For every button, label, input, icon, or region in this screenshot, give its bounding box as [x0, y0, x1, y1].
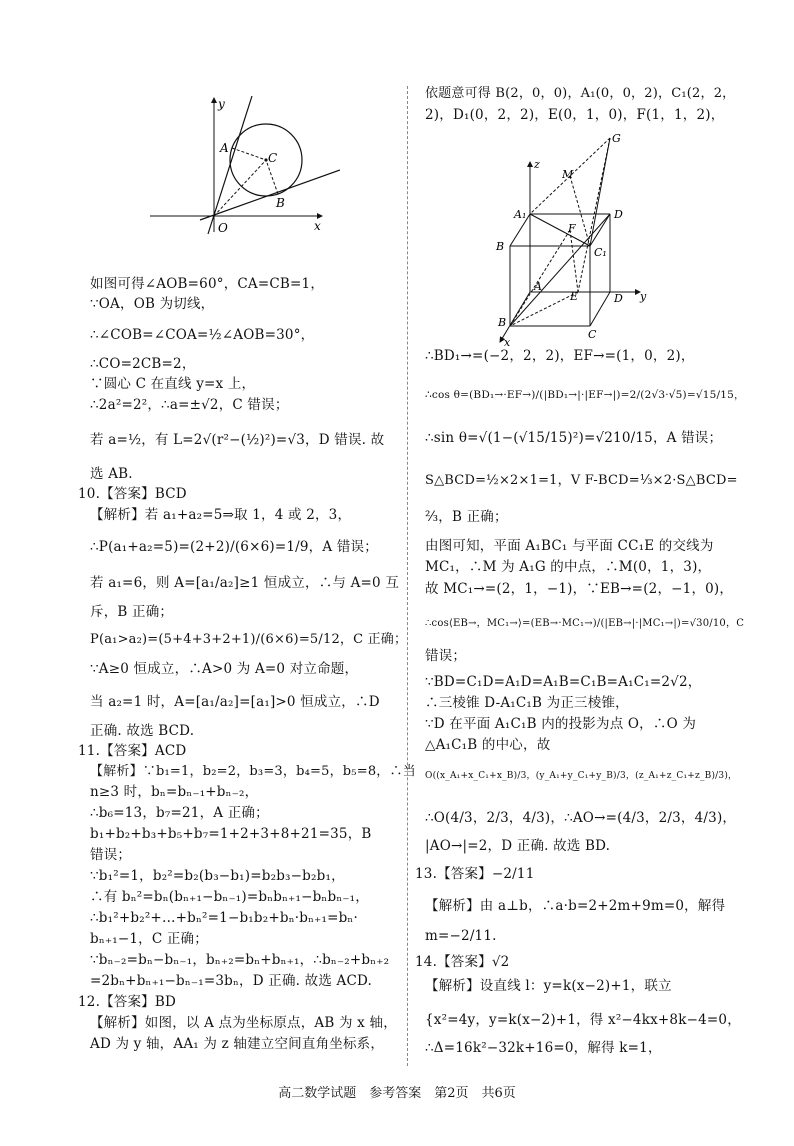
- fig2-label-a1: A₁: [514, 208, 527, 221]
- tangent-circle-figure: [140, 92, 340, 242]
- left-text-line: n≥3 时，bₙ=bₙ₋₁+bₙ₋₂，: [90, 784, 259, 800]
- right-text-line: 错误；: [425, 648, 467, 664]
- left-text-line: 12.【答案】BD: [78, 994, 177, 1010]
- left-text-line: 斥，B 正确；: [90, 604, 174, 620]
- left-text-line: =2bₙ+bₙ₊₁−bₙ₋₁=3bₙ，D 正确. 故选 ACD.: [90, 973, 373, 989]
- fig1-label-a: A: [220, 141, 229, 155]
- right-text-line: 由图可知，平面 A₁BC₁ 与平面 CC₁E 的交线为: [425, 538, 714, 554]
- right-text-line: O((x_A₁+x_C₁+x_B)/3，(y_A₁+y_C₁+y_B)/3，(z_A₁+z_C₁+z_B)/3)，: [425, 771, 738, 781]
- left-text-line: ∴2a²=2²，∴a=±√2，C 错误；: [90, 397, 289, 413]
- left-text-line: 【解析】如图，以 A 点为坐标原点，AB 为 x 轴，: [90, 1015, 397, 1031]
- fig2-label-a: A: [534, 280, 542, 293]
- fig2-label-z: z: [534, 158, 540, 171]
- cube-figure: [490, 132, 670, 352]
- right-text-line: S△BCD=½×2×1=1，V F-BCD=⅓×2·S△BCD=: [425, 473, 738, 488]
- right-text-line: 13.【答案】−2/11: [415, 866, 535, 882]
- fig2-label-c: C: [588, 328, 597, 341]
- left-text-line: 正确. 故选 BCD.: [90, 723, 195, 739]
- right-text-line: ∴BD₁→=(−2，2，2)，EF→=(1，0，2)，: [425, 348, 695, 364]
- fig2-label-y: y: [640, 290, 647, 303]
- left-text-line: ∴∠COB=∠COA=½∠AOB=30°，: [90, 327, 315, 343]
- left-text-line: 当 a₂=1 时，A=[a₁/a₂]=[a₁]>0 恒成立，∴D: [90, 694, 380, 710]
- fig1-label-b: B: [276, 196, 285, 210]
- right-text-line: 【解析】由 a⊥b，∴a·b=2+2m+9m=0，解得: [425, 898, 726, 914]
- right-text-line: ∵BD=C₁D=A₁D=A₁B=C₁B=A₁C₁=2√2，: [425, 674, 702, 690]
- left-text-line: ∴P(a₁+a₂=5)=(2+2)/(6×6)=1/9，A 错误；: [90, 539, 378, 555]
- right-text-line: 【解析】设直线 l：y=k(x−2)+1，联立: [425, 978, 672, 994]
- right-text-line: ∴O(4/3，2/3，4/3)，∴AO→=(4/3，2/3，4/3)，: [425, 810, 737, 826]
- fig1-label-x: x: [314, 219, 321, 233]
- right-text-line: ∴cos⟨EB→，MC₁→⟩=(EB→·MC₁→)/(|EB→|·|MC₁→|)=√30/10，C: [425, 618, 745, 629]
- right-text-line: 依题意可得 B(2，0，0)，A₁(0，0，2)，C₁(2，2，: [425, 86, 736, 101]
- left-text-line: AD 为 y 轴，AA₁ 为 z 轴建立空间直角坐标系，: [90, 1036, 385, 1052]
- right-text-line: ∴三棱锥 D-A₁C₁B 为正三棱锥，: [425, 695, 629, 711]
- fig1-label-y: y: [218, 97, 225, 111]
- fig2-label-g: G: [612, 132, 621, 145]
- right-text-line: 14.【答案】√2: [415, 954, 510, 970]
- left-text-line: ∵OA，OB 为切线，: [90, 296, 215, 312]
- right-text-line: ∴sin θ=√(1−(√15/15)²)=√210/15，A 错误；: [425, 430, 723, 446]
- left-text-line: 错误；: [90, 847, 132, 863]
- right-text-line: ∴cos θ=(BD₁→·EF→)/(|BD₁→|·|EF→|)=2/(2√3·√5)=√15/15，: [425, 389, 745, 401]
- left-text-line: P(a₁>a₂)=(5+4+3+2+1)/(6×6)=5/12，C 正确；: [90, 632, 408, 647]
- left-text-line: ∴CO=2CB=2，: [90, 356, 196, 372]
- fig2-label-f: F: [568, 222, 576, 235]
- right-text-line: {x²=4y，y=k(x−2)+1，得 x²−4kx+8k−4=0，: [425, 1012, 741, 1028]
- left-text-line: 若 a=½，有 L=2√(r²−(½)²)=√3，D 错误. 故: [90, 432, 385, 448]
- left-text-line: 选 AB.: [90, 466, 133, 482]
- fig2-label-d: D: [614, 292, 623, 305]
- left-text-line: bₙ₊₁−1，C 正确；: [90, 931, 208, 947]
- left-text-line: 如图可得∠AOB=60°，CA=CB=1，: [90, 276, 325, 292]
- fig2-label-e: E: [570, 290, 579, 303]
- right-text-line: ∵D 在平面 A₁C₁B 内的投影为点 O，∴O 为: [425, 716, 697, 732]
- right-text-line: ∴Δ=16k²−32k+16=0，解得 k=1，: [425, 1040, 662, 1056]
- left-text-line: 【解析】若 a₁+a₂=5⇒取 1，4 或 2，3，: [90, 507, 352, 523]
- right-text-line: 2)，D₁(0，2，2)，E(0，1，0)，F(1，1，2)，: [425, 107, 725, 123]
- right-text-line: 故 MC₁→=(2，1，−1)，∵EB→=(2，−1，0)，: [425, 581, 734, 597]
- fig2-label-c1: C₁: [594, 246, 607, 259]
- left-text-line: 若 a₁=6，则 A=[a₁/a₂]≥1 恒成立，∴与 A=0 互: [90, 575, 400, 591]
- fig2-label-m: M: [562, 168, 574, 181]
- right-text-line: |AO→|=2，D 正确. 故选 BD.: [425, 838, 611, 854]
- right-text-line: m=−2/11.: [425, 928, 497, 944]
- left-text-line: ∵bₙ₋₂=bₙ−bₙ₋₁，bₙ₊₂=bₙ+bₙ₊₁，∴bₙ₋₂+bₙ₊₂: [90, 952, 390, 968]
- column-divider: [407, 86, 408, 1066]
- left-text-line: 11.【答案】ACD: [78, 743, 187, 759]
- left-text-line: ∵A≥0 恒成立，∴A>0 为 A=0 对立命题，: [90, 661, 359, 677]
- left-text-line: ∴有 bₙ²=bₙ(bₙ₊₁−bₙ₋₁)=bₙbₙ₊₁−bₙbₙ₋₁，: [90, 889, 369, 905]
- left-text-line: 【解析】∵b₁=1，b₂=2，b₃=3，b₄=5，b₅=8，∴当: [90, 764, 416, 779]
- left-text-line: ∵圆心 C 在直线 y=x 上，: [90, 376, 256, 392]
- fig2-label-b1: B: [496, 240, 505, 253]
- left-text-line: 10.【答案】BCD: [78, 486, 187, 502]
- left-text-line: b₁+b₂+b₃+b₅+b₇=1+2+3+8+21=35，B: [90, 826, 372, 842]
- page-footer: 高二数学试题 参考答案 第2页 共6页: [278, 1086, 516, 1101]
- left-text-line: ∴b₁²+b₂²+…+bₙ²=1−b₁b₂+bₙ·bₙ₊₁=bₙ·: [90, 910, 358, 926]
- right-text-line: △A₁C₁B 的中心，故: [425, 737, 551, 753]
- left-text-line: ∴b₆=13，b₇=21，A 正确；: [90, 805, 269, 821]
- left-text-line: ∵b₁²=1，b₂²=b₂(b₃−b₁)=b₂b₃−b₂b₁，: [90, 868, 345, 884]
- right-text-line: MC₁，∴M 为 A₁G 的中点，∴M(0，1，3)，: [425, 559, 712, 575]
- fig2-label-b: B: [498, 316, 507, 329]
- right-text-line: ⅔，B 正确；: [425, 509, 508, 525]
- fig1-label-o: O: [218, 221, 228, 235]
- fig2-label-x: x: [504, 336, 511, 349]
- fig2-label-d1: D: [614, 208, 623, 221]
- fig1-label-c: C: [268, 151, 278, 165]
